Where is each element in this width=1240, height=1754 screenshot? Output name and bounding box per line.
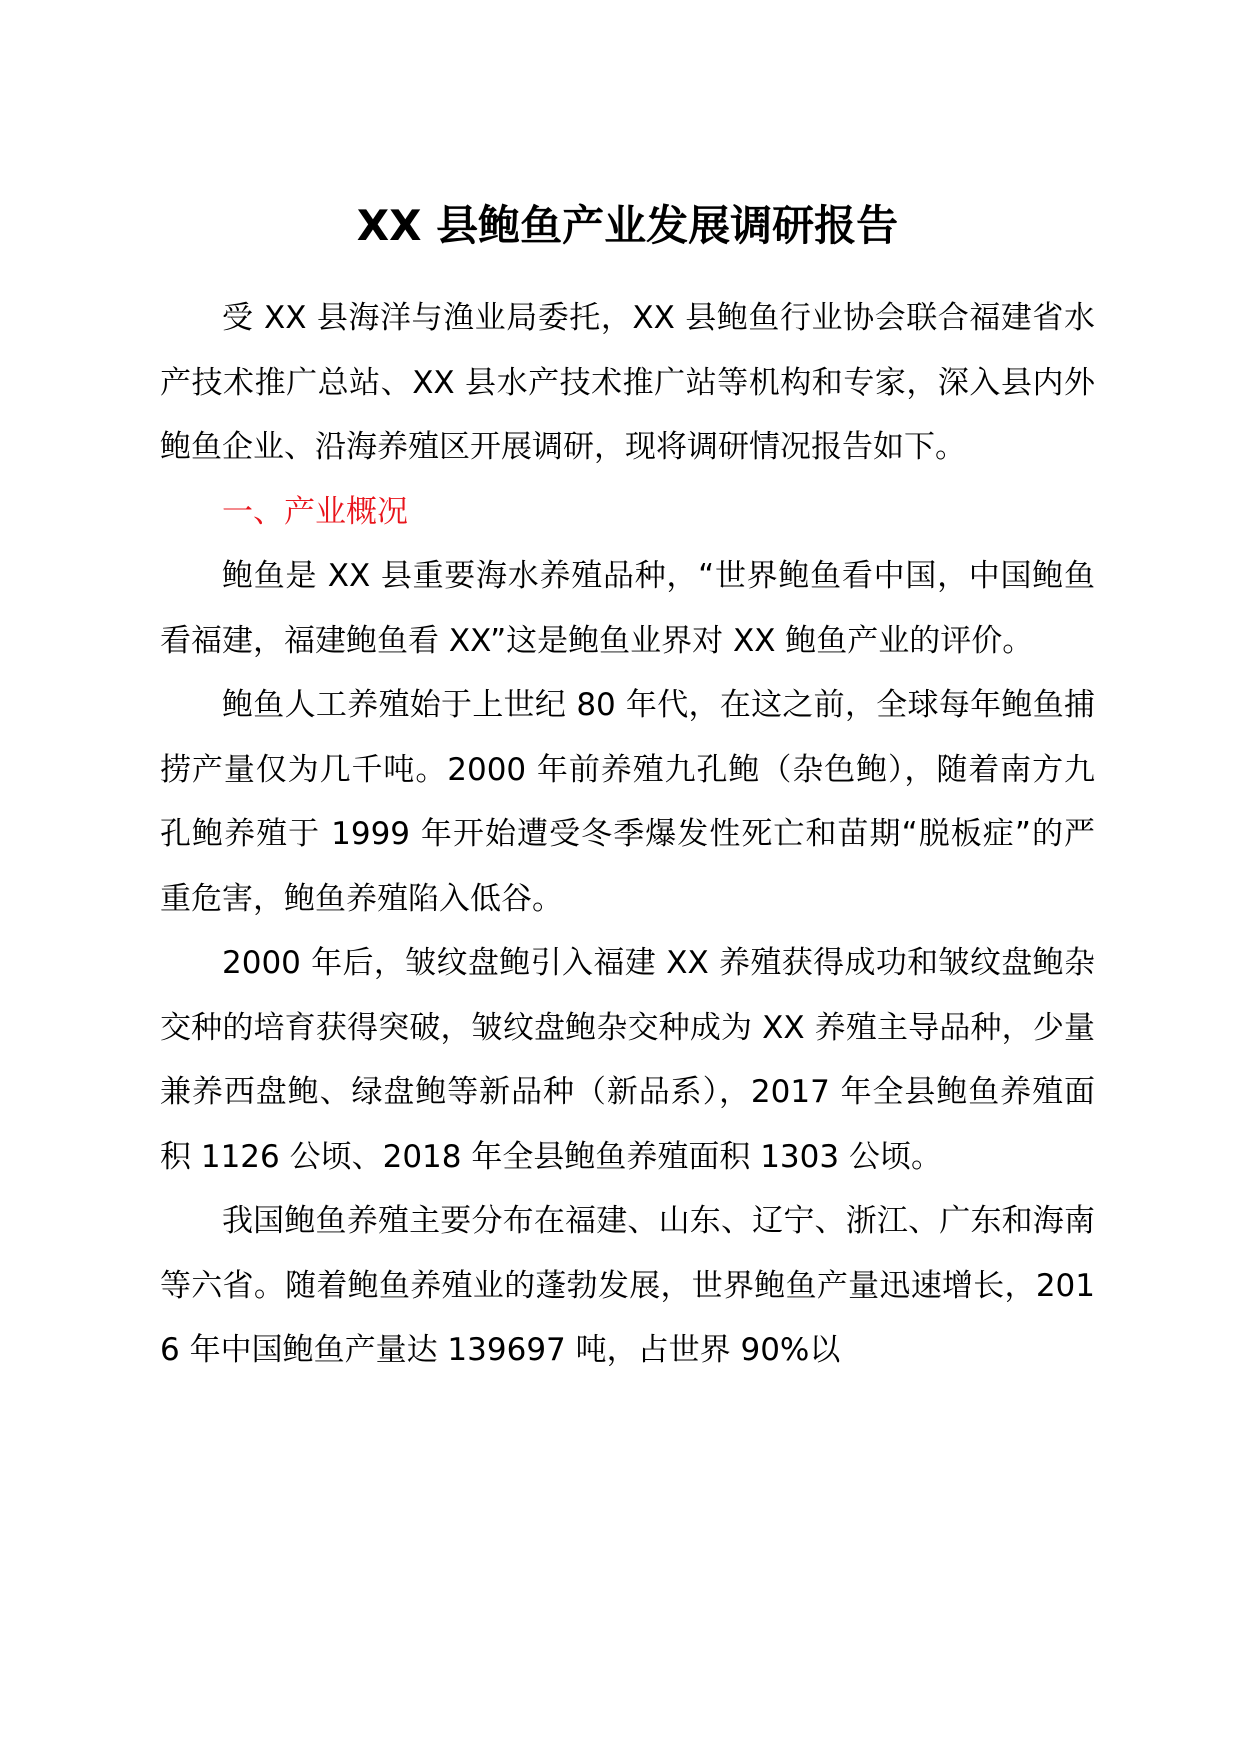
section-heading-industry-overview: 一、产业概况 bbox=[222, 493, 408, 530]
document-title: XX 县鲍鱼产业发展调研报告 bbox=[356, 201, 899, 250]
document-page bbox=[160, 196, 1095, 1383]
intro-paragraph: 受 XX 县海洋与渔业局委托，XX 县鲍鱼行业协会联合福建省水产技术推广总站、XX 县水产技术推广站等机构和专家，深入县内外鲍鱼企业、沿海养殖区开展调研，现将调研情况报告如下。 bbox=[160, 300, 1095, 465]
body-paragraph: 我国鲍鱼养殖主要分布在福建、山东、辽宁、浙江、广东和海南等六省。随着鲍鱼养殖业的蓬勃发展，世界鲍鱼产量迅速增长，2016 年中国鲍鱼产量达 139697 吨，占世界 90%以 bbox=[160, 1203, 1095, 1368]
body-paragraph: 鲍鱼是 XX 县重要海水养殖品种，“世界鲍鱼看中国，中国鲍鱼看福建，福建鲍鱼看 XX”这是鲍鱼业界对 XX 鲍鱼产业的评价。 bbox=[160, 558, 1095, 659]
body-paragraph: 2000 年后，皱纹盘鲍引入福建 XX 养殖获得成功和皱纹盘鲍杂交种的培育获得突破，皱纹盘鲍杂交种成为 XX 养殖主导品种，少量兼养西盘鲍、绿盘鲍等新品种（新品系），2017 年全县鲍鱼养殖面积 1126 公顷、2018 年全县鲍鱼养殖面积 1303 公顷。 bbox=[160, 945, 1095, 1175]
body-paragraph: 鲍鱼人工养殖始于上世纪 80 年代，在这之前，全球每年鲍鱼捕捞产量仅为几千吨。2000 年前养殖九孔鲍（杂色鲍），随着南方九孔鲍养殖于 1999 年开始遭受冬季爆发性死亡和苗期“脱板症”的严重危害，鲍鱼养殖陷入低谷。 bbox=[160, 687, 1095, 917]
